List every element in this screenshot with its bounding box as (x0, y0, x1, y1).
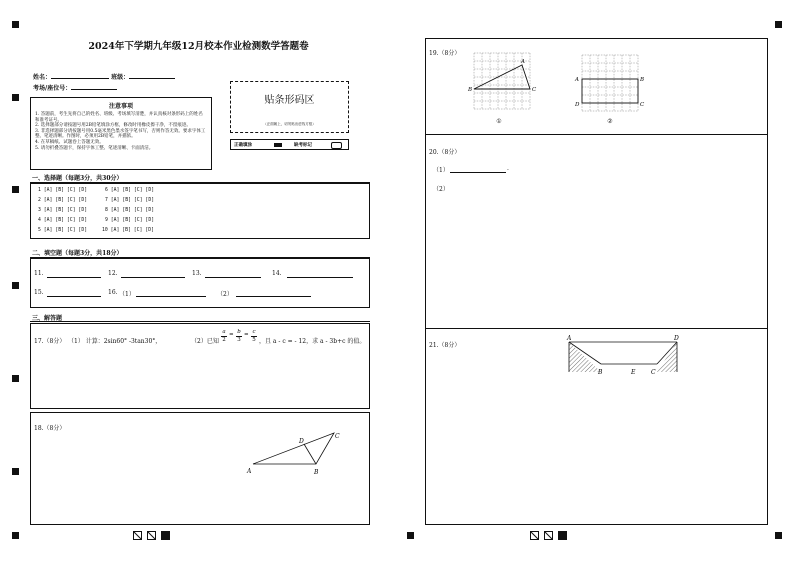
barcode-area (230, 81, 349, 133)
right-answer-area (425, 38, 768, 525)
name-field[interactable] (33, 72, 175, 81)
notice-line: 5. 请勿折叠答题卡，保持字体工整、笔迹清晰、卡面清洁。 (35, 145, 154, 151)
registration-mark (12, 21, 19, 28)
label-B: B (468, 87, 473, 93)
frac-b-den: 3 (237, 337, 241, 343)
q19-grid-figure-2 (574, 51, 654, 127)
q16-part1-answer[interactable] (136, 289, 206, 297)
section1-title: 一、选择题（每题3分，共30分） (32, 175, 123, 182)
q15-answer[interactable] (47, 289, 101, 297)
q20-part2-label: （2） (433, 186, 449, 193)
q17-part1: （1） 计算：2sin60° -3tan30°， (68, 338, 162, 345)
notice-line: 3. 非选择题部分请按题号用0.5毫米黑色墨水签字笔书写，否则作答无效。要求字体工整、笔迹清晰。作图时，必须用2B铅笔，并描浓。 (35, 128, 206, 140)
registration-mark (12, 186, 19, 193)
label-C: C (532, 87, 537, 93)
registration-mark (12, 282, 19, 289)
correct-fill-label: 正确填涂 (234, 143, 252, 148)
section2-title: 二、填空题（每题3分，共18分） (32, 250, 123, 257)
choice-row[interactable]: 6 [A] [B] [C] [D] (105, 188, 155, 193)
caption-1: ① (496, 118, 502, 125)
q11-label: 11. (34, 270, 44, 277)
q19-grid-figure-1 (466, 51, 546, 127)
registration-mark (775, 21, 782, 28)
notice-line: 4. 在草稿纸、试题卷上答题无效。 (35, 139, 104, 145)
q17-part2-suffix: ，且 a - c = - 12，求 a - 3b+c 的值。 (259, 338, 366, 345)
q18-triangle-figure (241, 429, 351, 479)
divider (426, 134, 767, 135)
label-B: B (640, 77, 645, 83)
registration-mark (12, 375, 19, 382)
caption-2: ② (607, 118, 613, 125)
q11-answer[interactable] (47, 270, 101, 278)
page-mark-right (530, 531, 570, 541)
choice-row[interactable]: 2 [A] [B] [C] [D] (38, 198, 88, 203)
registration-mark (407, 532, 414, 539)
label-A: A (247, 468, 252, 475)
divider (30, 321, 370, 322)
frac-a-den: 2 (222, 337, 226, 343)
q20-part1-label: （1） (433, 167, 449, 174)
choice-row[interactable]: 5 [A] [B] [C] [D] (38, 228, 88, 233)
seat-field[interactable] (33, 83, 117, 92)
q15-label: 15. (34, 289, 44, 296)
q12-answer[interactable] (121, 270, 185, 278)
frac-c-num: c (252, 329, 256, 335)
choice-row[interactable]: 8 [A] [B] [C] [D] (105, 208, 155, 213)
q16-part2-label: （2） (217, 291, 233, 298)
barcode-sub: （正面朝上，切勿贴出虚线方框） (263, 122, 316, 126)
notice-line: 2. 选择题部分请按题号用2B铅笔填涂方框，修改时用橡皮擦干净，不留痕迹。 (35, 123, 191, 129)
q12-label: 12. (108, 270, 118, 277)
label-C: C (651, 369, 656, 376)
divider (426, 328, 767, 329)
q21-trapezoid-figure (561, 332, 691, 380)
frac-b-num: b (237, 329, 241, 335)
seat-label: 考场/座位号： (33, 85, 72, 92)
frac-a-num: a (222, 329, 226, 335)
choice-row[interactable]: 1 [A] [B] [C] [D] (38, 188, 88, 193)
q18-number: 18.（8分） (34, 425, 66, 432)
page-title: 2024年下学期九年级12月校本作业检测数学答题卷 (88, 41, 309, 52)
filled-box-icon (274, 143, 282, 147)
q20-part1-end: . (507, 165, 509, 172)
registration-mark (12, 94, 19, 101)
q17-answer-area[interactable]: 17.（8分） （1） 计算：2sin60° -3tan30°， （2）已知 a 2 = b 3 = c 5 ，且 a - c = - 12，求 a - 3b+c 的值。 (30, 323, 370, 409)
q14-answer[interactable] (287, 270, 353, 278)
q16-part2-answer[interactable] (236, 289, 311, 297)
label-B: B (598, 369, 603, 376)
q14-label: 14. (272, 270, 282, 277)
q17-number: 17.（8分） (34, 338, 66, 345)
q16-part1-label: （1） (119, 291, 135, 298)
name-label: 姓名： (33, 74, 52, 81)
label-D: D (299, 438, 304, 445)
registration-mark (775, 532, 782, 539)
label-A: A (575, 77, 579, 83)
barcode-label: 贴条形码区 (264, 95, 315, 106)
notice-box (30, 97, 212, 170)
q21-number: 21.（8分） (429, 342, 461, 349)
choice-row[interactable]: 3 [A] [B] [C] [D] (38, 208, 88, 213)
choice-row[interactable]: 4 [A] [B] [C] [D] (38, 218, 88, 223)
q18-answer-area[interactable] (30, 412, 370, 525)
fill-legend (230, 139, 349, 150)
frac-c-den: 5 (252, 337, 256, 343)
q20-number: 20.（8分） (429, 149, 461, 156)
q13-answer[interactable] (205, 270, 261, 278)
q13-label: 13. (192, 270, 202, 277)
absent-mark-label: 缺考标记 (294, 143, 312, 148)
label-A: A (567, 335, 572, 342)
fill-blank-box (30, 258, 370, 308)
section3-title: 三、解答题 (32, 315, 63, 322)
choice-box (30, 183, 370, 239)
label-A: A (521, 59, 525, 65)
page-mark-left (133, 531, 173, 541)
choice-row[interactable]: 10 [A] [B] [C] [D] (102, 228, 154, 233)
label-D: D (575, 102, 580, 108)
q20-part1-answer[interactable] (450, 165, 506, 173)
notice-line: 1. 答题前，考生先将自己的姓名、班级、考场填写清楚，并认真核对条形码上的姓名和准考证号。 (35, 112, 203, 123)
choice-row[interactable]: 7 [A] [B] [C] [D] (105, 198, 155, 203)
label-D: D (674, 335, 679, 342)
class-label: 班级： (111, 74, 130, 81)
label-C: C (335, 433, 340, 440)
registration-mark (12, 468, 19, 475)
choice-row[interactable]: 9 [A] [B] [C] [D] (105, 218, 155, 223)
label-C: C (640, 102, 645, 108)
q16-label: 16. (108, 289, 118, 296)
q19-number: 19.（8分） (429, 50, 461, 57)
registration-mark (12, 532, 19, 539)
absent-mark-checkbox[interactable] (331, 142, 342, 149)
label-E: E (631, 369, 636, 376)
notice-title: 注意事项 (108, 103, 133, 110)
q17-part2-prefix: （2）已知 (191, 338, 219, 345)
label-B: B (314, 469, 319, 476)
